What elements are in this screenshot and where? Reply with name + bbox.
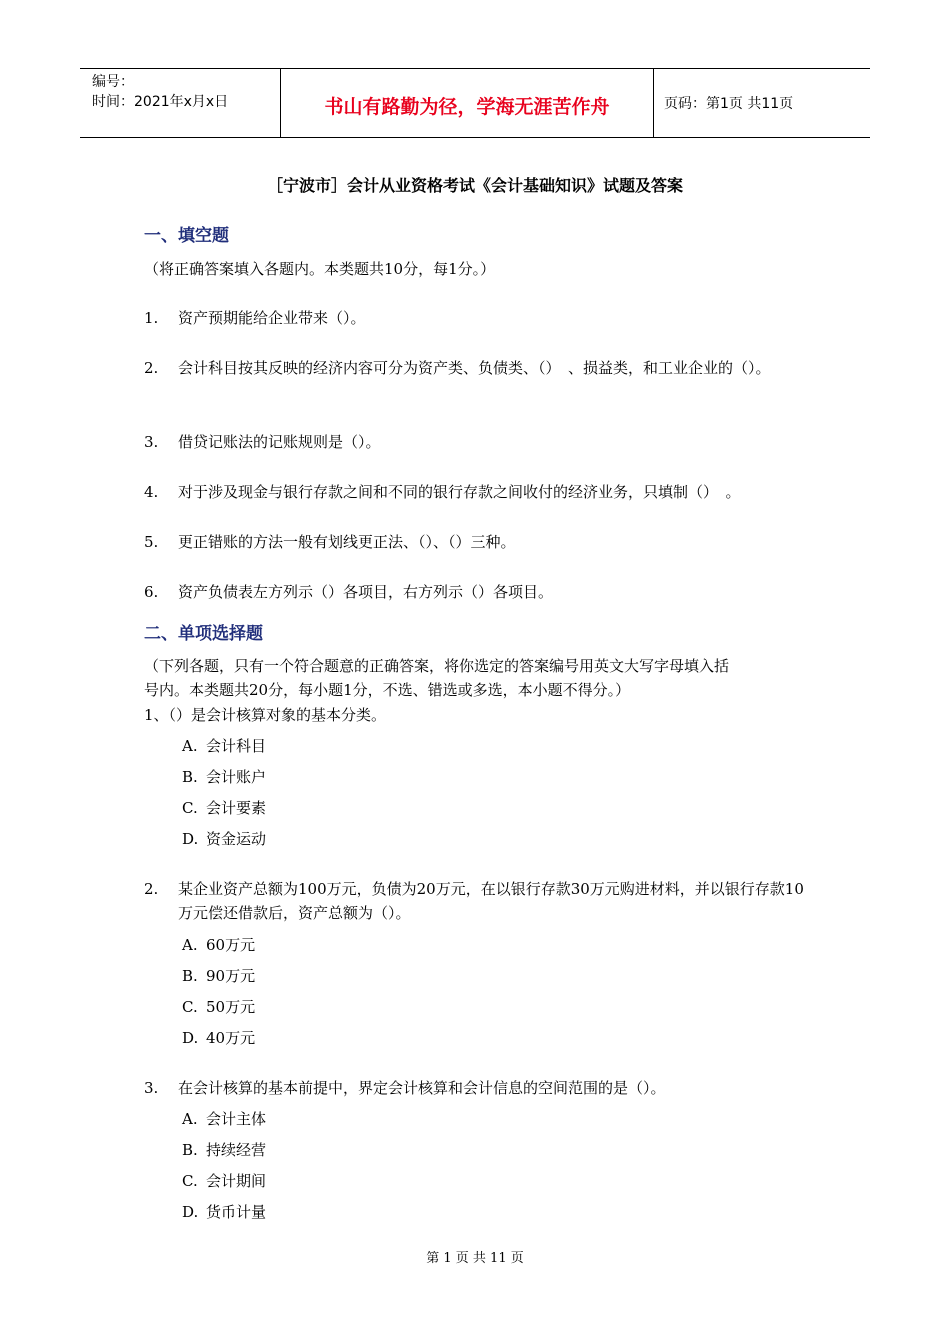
option-text: 90万元: [206, 967, 256, 985]
option-letter: A.: [182, 737, 198, 755]
option-letter: D.: [182, 1203, 199, 1221]
option-text: 会计科目: [206, 737, 267, 755]
section2-instruction-line2: 号内。本类题共20分，每小题1分，不选、错选或多选，本小题不得分。）: [144, 681, 631, 699]
q-number: 5.: [144, 533, 159, 551]
option-text: 持续经营: [206, 1141, 267, 1159]
q-number: 4.: [144, 483, 159, 501]
question-text: 某企业资产总额为100万元，负债为20万元，在以银行存款30万元购进材料，并以银行存款10万元偿还借款后，资产总额为（）。: [178, 880, 804, 922]
option-item: [182, 827, 266, 851]
option-item: [182, 1107, 266, 1131]
option-item: [182, 1026, 255, 1050]
section2-instruction-line1: （下列各题，只有一个符合题意的正确答案，将你选定的答案编号用英文大写字母填入括: [144, 657, 730, 675]
option-item: [182, 734, 266, 758]
q-number: 2.: [144, 880, 159, 898]
option-item: [182, 1138, 266, 1162]
option-letter: A.: [182, 1110, 198, 1128]
option-letter: C.: [182, 799, 198, 817]
q-number: 2.: [144, 359, 159, 377]
page-header: [80, 68, 870, 138]
header-page-code: 页码：第1页 共11页: [664, 96, 794, 112]
option-item: [182, 1200, 266, 1224]
option-letter: C.: [182, 998, 198, 1016]
option-item: [182, 1169, 266, 1193]
q-number: 6.: [144, 583, 159, 601]
section-heading-single-choice: 二、单项选择题: [144, 624, 263, 644]
option-item: [182, 995, 255, 1019]
question-text: 在会计核算的基本前提中，界定会计核算和会计信息的空间范围的是（）。: [178, 1079, 666, 1097]
page-footer: 第 1 页 共 11 页: [426, 1251, 524, 1266]
q-number: 1.: [144, 309, 159, 327]
option-letter: A.: [182, 936, 198, 954]
option-item: [182, 964, 255, 988]
option-letter: D.: [182, 1029, 199, 1047]
question-text: 会计科目按其反映的经济内容可分为资产类、负债类、（） 、损益类，和工业企业的（）。: [178, 359, 771, 377]
option-item: [182, 796, 266, 820]
option-text: 60万元: [206, 936, 256, 954]
option-text: 会计期间: [206, 1172, 267, 1190]
option-letter: D.: [182, 830, 199, 848]
document-title: ［宁波市］会计从业资格考试《会计基础知识》试题及答案: [266, 176, 683, 195]
option-text: 货币计量: [206, 1203, 267, 1221]
question-text: 资产负债表左方列示（）各项目，右方列示（）各项目。: [178, 583, 554, 601]
question-text: 更正错账的方法一般有划线更正法、（）、（）三种。: [178, 533, 516, 551]
question-text: 对于涉及现金与银行存款之间和不同的银行存款之间收付的经济业务，只填制（） 。: [178, 483, 741, 501]
option-letter: B.: [182, 1141, 198, 1159]
header-date: 时间：2021年x月x日: [92, 94, 229, 110]
option-item: [182, 933, 255, 957]
option-letter: C.: [182, 1172, 198, 1190]
option-text: 资金运动: [206, 830, 267, 848]
option-text: 40万元: [206, 1029, 256, 1047]
option-text: 会计主体: [206, 1110, 267, 1128]
option-letter: B.: [182, 768, 198, 786]
option-text: 50万元: [206, 998, 256, 1016]
section-heading-fill-in: 一、填空题: [144, 226, 229, 246]
section1-instruction: （将正确答案填入各题内。本类题共10分，每1分。）: [144, 260, 496, 278]
header-meta: [80, 69, 281, 137]
header-motto: 书山有路勤为径，学海无涯苦作舟: [281, 69, 654, 137]
option-item: [182, 765, 266, 789]
option-letter: B.: [182, 967, 198, 985]
option-text: 会计要素: [206, 799, 267, 817]
header-number-label: 编号：: [92, 74, 134, 90]
q-number: 3.: [144, 1079, 159, 1097]
question-text: 1、（）是会计核算对象的基本分类。: [144, 706, 387, 724]
option-text: 会计账户: [206, 768, 267, 786]
q-number: 3.: [144, 433, 159, 451]
question-text: 借贷记账法的记账规则是（）。: [178, 433, 381, 451]
question-text: 资产预期能给企业带来（）。: [178, 309, 366, 327]
